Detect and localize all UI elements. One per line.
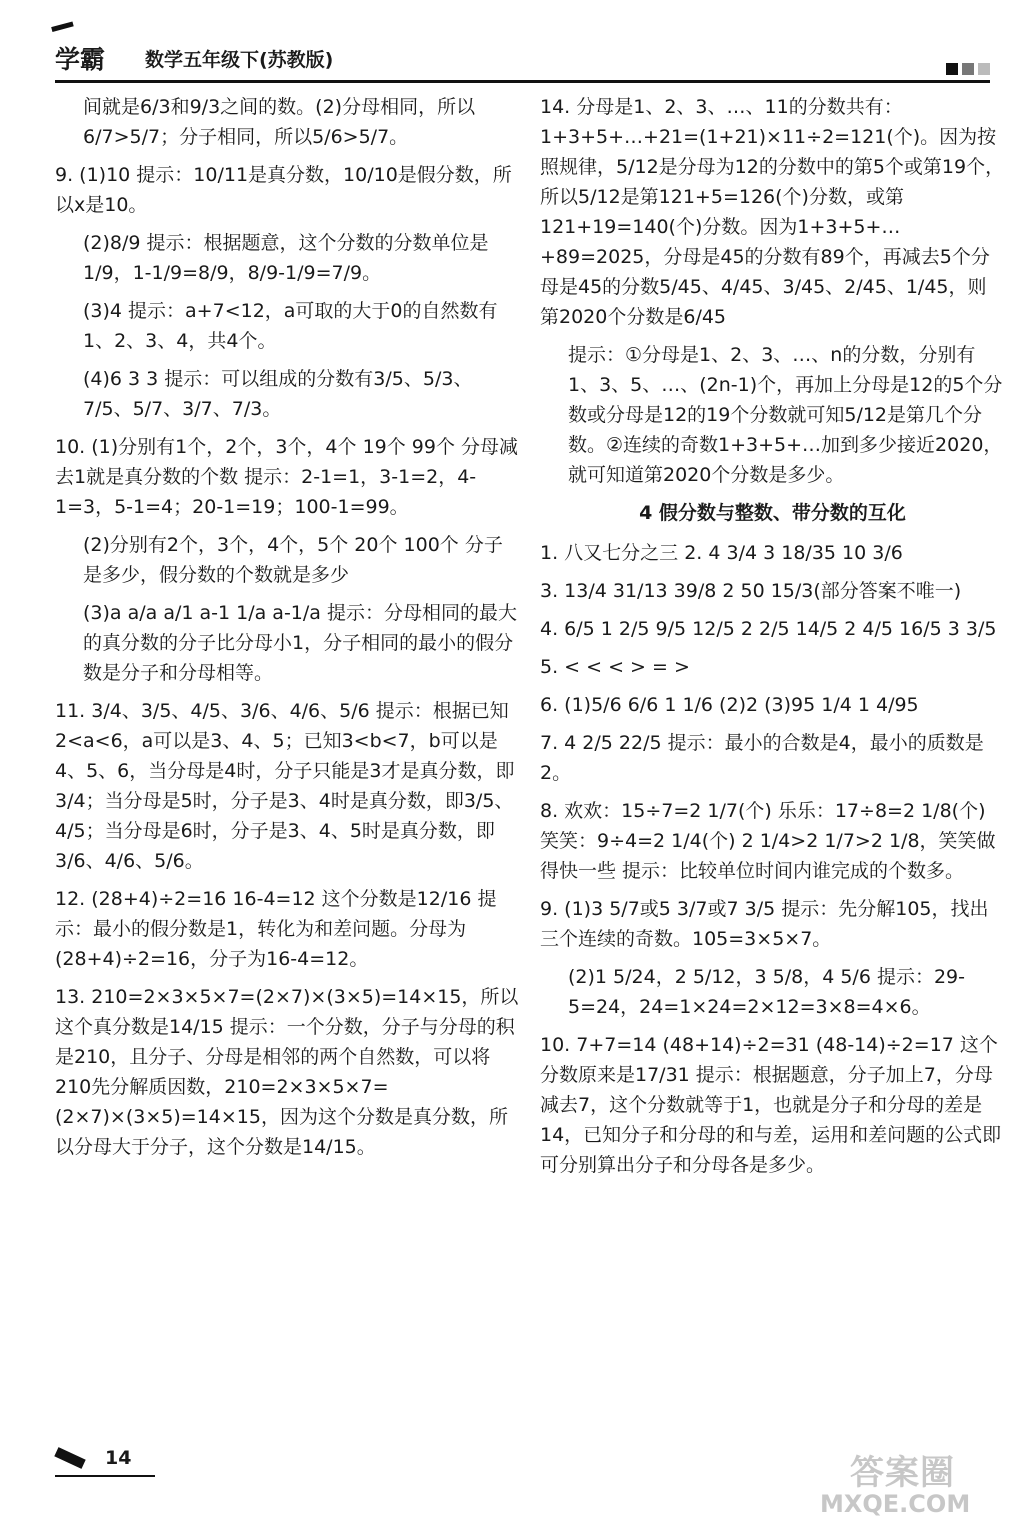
answer-r6: 6. (1)5/6 6/6 1 1/6 (2)2 (3)95 1/4 1 4/95 (540, 694, 919, 716)
answer-r7: 7. 4 2/5 22/5 提示：最小的合数是4，最小的质数是2。 (540, 732, 984, 784)
page-number: 14 (105, 1447, 132, 1469)
answer-q9-1: 9. (1)10 提示：10/11是真分数，10/10是假分数，所以x是10。 (55, 164, 512, 216)
header-squares-icon (942, 58, 990, 80)
answer-q9-2: (2)8/9 提示：根据题意，这个分数的分数单位是1/9，1-1/9=8/9，8/9-1/9=7/9。 (83, 232, 489, 284)
answer-r8: 8. 欢欢：15÷7=2 1/7(个) 乐乐：17÷8=2 1/8(个) 笑笑：9÷4=2 1/4(个) 2 1/4>2 1/7>2 1/8，笑笑做得快一些 提示：比较单位时间内谁完成的个数多。 (540, 800, 996, 882)
right-column (540, 92, 1005, 1188)
answer-q10-1: 10. (1)分别有1个，2个，3个，4个 19个 99个 分母减去1就是真分数的个数 提示：2-1=1，3-1=2，4-1=3，5-1=4；20-1=19；100-1=99。 (55, 436, 518, 518)
answer-r4: 4. 6/5 1 2/5 9/5 12/5 2 2/5 14/5 2 4/5 16/5 3 3/5 (540, 618, 997, 640)
brand-text: 学霸 (55, 45, 106, 74)
header-divider (55, 80, 990, 83)
pencil-icon (54, 1447, 85, 1469)
answer-q14: 14. 分母是1、2、3、…、11的分数共有：1+3+5+…+21=(1+21)×11÷2=121(个)。因为按照规律，5/12是分母为12的分数中的第5个或第19个，所以5/12是第121+5=126(个)分数，或第121+19=140(个)分数。因为1+3+5+…+89=2025，分母是45的分数有89个，再减去5个分母是45的分数5/45、4/45、3/45、2/45、1/45，则第2020个分数是6/45 (540, 96, 1005, 328)
section-heading: 4 假分数与整数、带分数的互化 (639, 502, 906, 524)
answer-q12: 12. (28+4)÷2=16 16-4=12 这个分数是12/16 提示：最小的假分数是1，转化为和差问题。分母为(28+4)÷2=16，分子为16-4=12。 (55, 888, 497, 970)
answer-r9-2: (2)1 5/24，2 5/12，3 5/8，4 5/6 提示：29-5=24，24=1×24=2×12=3×8=4×6。 (568, 966, 965, 1018)
graduation-cap-icon (51, 21, 77, 43)
answer-r3: 3. 13/4 31/13 39/8 2 50 15/3(部分答案不唯一) (540, 580, 962, 602)
left-column (55, 92, 520, 1170)
answer-q9-4: (4)6 3 3 提示：可以组成的分数有3/5、5/3、7/5、5/7、3/7、7/3。 (83, 368, 473, 420)
answer-r1: 1. 八又七分之三 2. 4 3/4 3 18/35 10 3/6 (540, 542, 903, 564)
page-footer (55, 1445, 155, 1485)
answer-r5: 5. < < < > = > (540, 656, 690, 678)
watermark: 答案圈 (850, 1453, 955, 1493)
answer-q10-3: (3)a a/a a/1 a-1 1/a a-1/a 提示：分母相同的最大的真分数的分子比分母小1，分子相同的最小的假分数是分子和分母相等。 (83, 602, 517, 684)
answer-q11: 11. 3/4、3/5、4/5、3/6、4/6、5/6 提示：根据已知2<a<6，a可以是3、4、5；已知3<b<7，b可以是4、5、6，当分母是4时，分子只能是3才是真分数，即3/4；当分母是5时，分子是3、4时是真分数，即3/5、4/5；当分母是6时，分子是3、4、5时是真分数，即3/6、4/6、5/6。 (55, 700, 515, 872)
page-header (55, 30, 990, 80)
answer-q13: 13. 210=2×3×5×7=(2×7)×(3×5)=14×15，所以这个真分数是14/15 提示：一个分数，分子与分母的积是210，且分子、分母是相邻的两个自然数，可以将210先分解质因数，210=2×3×5×7=(2×7)×(3×5)=14×15，因为这个分数是真分数，所以分母大于分子，这个分数是14/15。 (55, 986, 519, 1158)
footer-divider (55, 1475, 155, 1477)
subject-title: 数学五年级下(苏教版) (145, 49, 334, 71)
watermark-url: MXQE.COM (820, 1490, 971, 1518)
answer-q10-2: (2)分别有2个，3个，4个，5个 20个 100个 分子是多少，假分数的个数就是多少 (83, 534, 503, 586)
brand-logo (55, 40, 105, 76)
answer-q9-3: (3)4 提示：a+7<12，a可取的大于0的自然数有1、2、3、4，共4个。 (83, 300, 498, 352)
answer-text: 间就是6/3和9/3之间的数。(2)分母相同，所以6/7>5/7；分子相同，所以5/6>5/7。 (83, 96, 476, 148)
answer-r9-1: 9. (1)3 5/7或5 3/7或7 3/5 提示：先分解105，找出三个连续的奇数。105=3×5×7。 (540, 898, 989, 950)
answer-q14-tip: 提示：①分母是1、2、3、…、n的分数，分别有1、3、5、…、(2n-1)个，再加上分母是12的5个分数或分母是12的19个分数就可知5/12是第几个分数。②连续的奇数1+3+5+…加到多少接近2020，就可知道第2020个分数是多少。 (568, 344, 1003, 486)
answer-r10: 10. 7+7=14 (48+14)÷2=31 (48-14)÷2=17 这个分数原来是17/31 提示：根据题意，分子加上7，分母减去7，这个分数就等于1，也就是分子和分母的差是14，已知分子和分母的和与差，运用和差问题的公式即可分别算出分子和分母各是多少。 (540, 1034, 1002, 1176)
